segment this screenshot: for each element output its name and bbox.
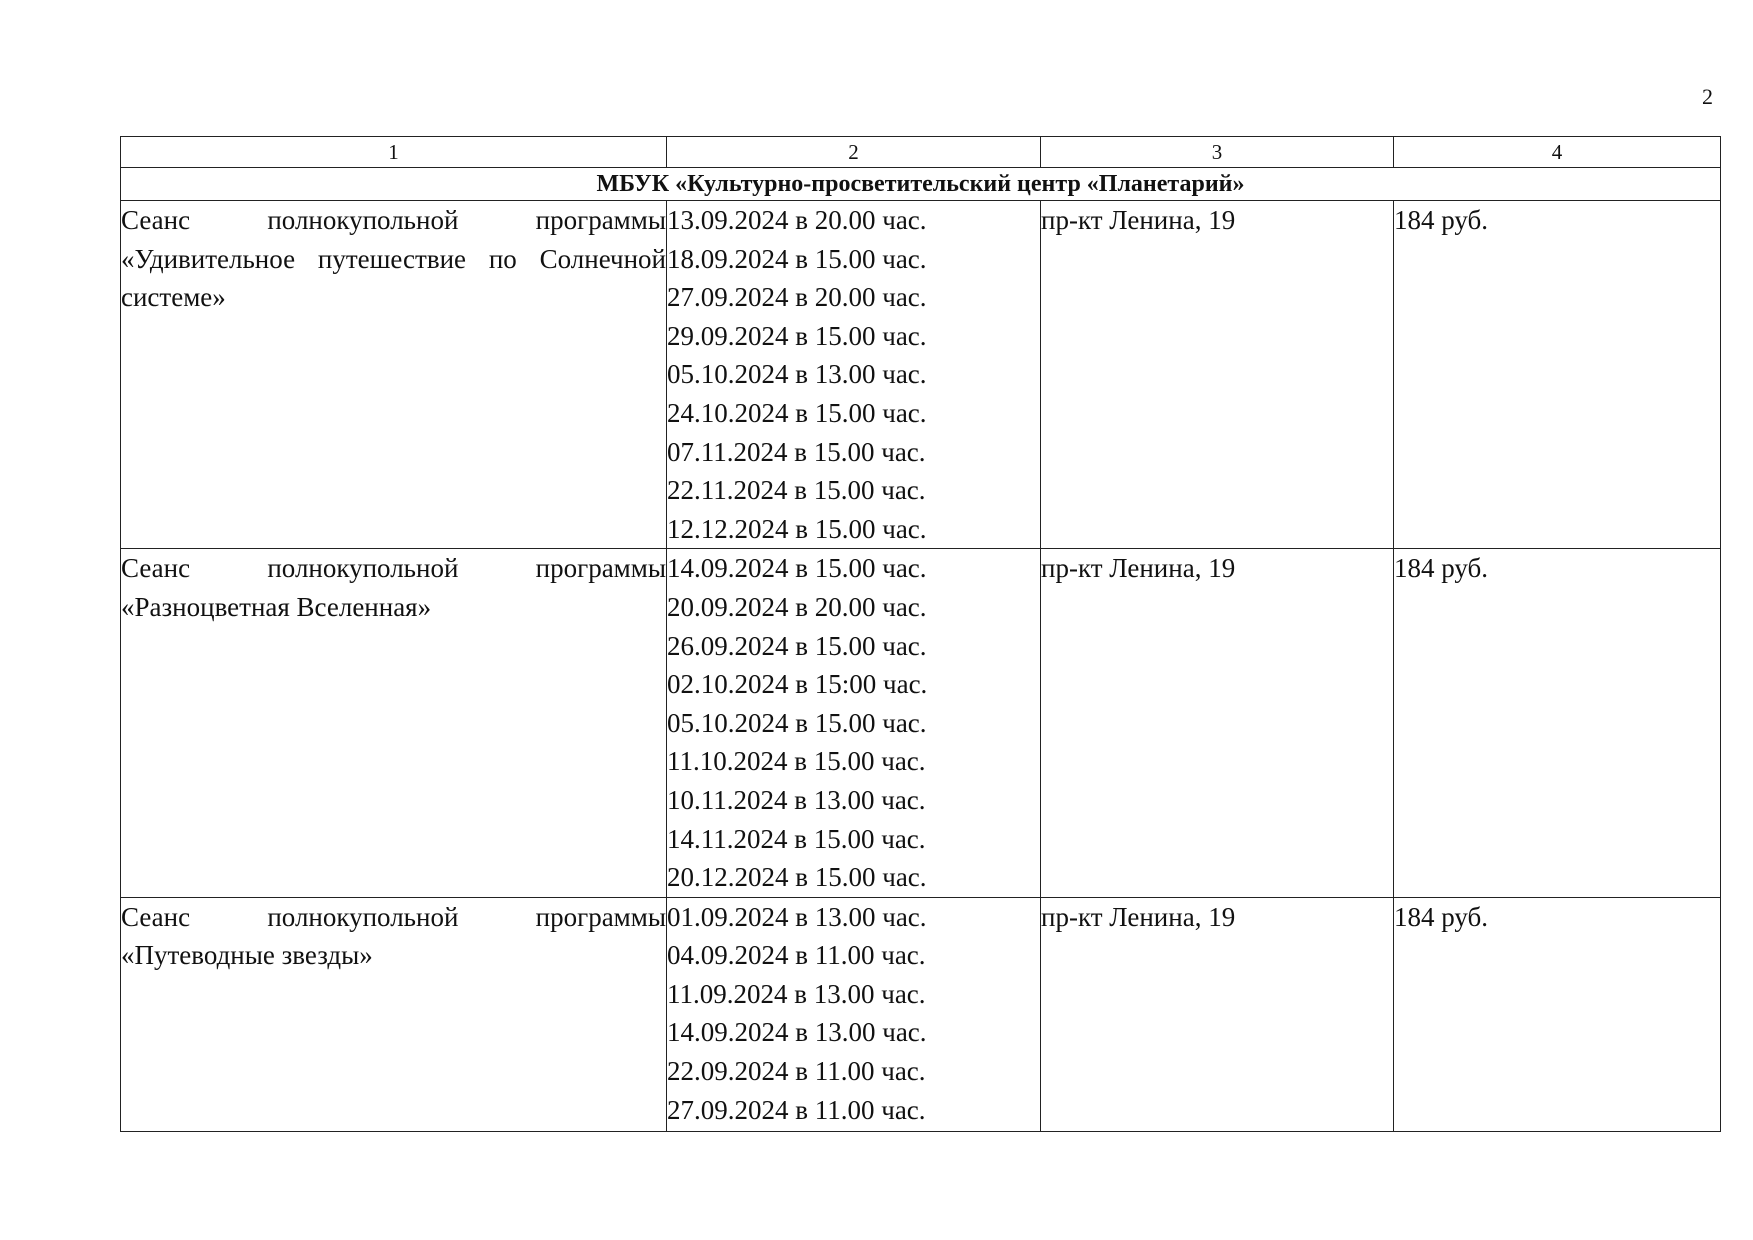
- session-date: 26.09.2024 в 15.00 час.: [667, 630, 927, 661]
- program-name: Сеанс полнокупольной программы «Удивительное путешествие по Солнечной системе»: [121, 201, 667, 549]
- session-dates: [667, 201, 1041, 549]
- ticket-price: 184 руб.: [1394, 897, 1721, 1131]
- organization-row: [121, 168, 1721, 201]
- session-date: 04.09.2024 в 11.00 час.: [667, 940, 926, 971]
- column-number-4: 4: [1394, 137, 1721, 168]
- table-row: [121, 201, 1721, 549]
- session-dates: [667, 897, 1041, 1131]
- session-date: 29.09.2024 в 15.00 час.: [667, 320, 927, 351]
- session-date: 18.09.2024 в 15.00 час.: [667, 243, 927, 274]
- session-date: 02.10.2024 в 15:00 час.: [667, 669, 928, 700]
- schedule-table: [120, 136, 1721, 1132]
- table-row: [121, 897, 1721, 1131]
- session-date: 11.10.2024 в 15.00 час.: [667, 746, 926, 777]
- session-date: 07.11.2024 в 15.00 час.: [667, 436, 926, 467]
- ticket-price: 184 руб.: [1394, 549, 1721, 897]
- venue-address: пр-кт Ленина, 19: [1041, 897, 1394, 1131]
- session-date: 22.09.2024 в 11.00 час.: [667, 1056, 926, 1087]
- column-number-3: 3: [1041, 137, 1394, 168]
- session-date: 11.09.2024 в 13.00 час.: [667, 978, 926, 1009]
- program-name: Сеанс полнокупольной программы «Разноцветная Вселенная»: [121, 549, 667, 897]
- session-date: 14.09.2024 в 15.00 час.: [667, 553, 927, 584]
- session-date: 14.11.2024 в 15.00 час.: [667, 823, 926, 854]
- session-date: 27.09.2024 в 20.00 час.: [667, 282, 927, 313]
- venue-address: пр-кт Ленина, 19: [1041, 201, 1394, 549]
- session-date: 27.09.2024 в 11.00 час.: [667, 1094, 926, 1125]
- program-name: Сеанс полнокупольной программы «Путеводные звезды»: [121, 897, 667, 1131]
- session-date: 05.10.2024 в 13.00 час.: [667, 359, 927, 390]
- page-number: 2: [1702, 84, 1713, 109]
- column-number-1: 1: [121, 137, 667, 168]
- column-number-2: 2: [667, 137, 1041, 168]
- session-dates: [667, 549, 1041, 897]
- ticket-price: 184 руб.: [1394, 201, 1721, 549]
- venue-address: пр-кт Ленина, 19: [1041, 549, 1394, 897]
- column-number-row: [121, 137, 1721, 168]
- session-date: 20.09.2024 в 20.00 час.: [667, 591, 927, 622]
- table-row: [121, 549, 1721, 897]
- session-date: 20.12.2024 в 15.00 час.: [667, 862, 927, 893]
- session-date: 13.09.2024 в 20.00 час.: [667, 205, 927, 235]
- organization-title: МБУК «Культурно-просветительский центр «Планетарий»: [121, 168, 1721, 201]
- session-date: 12.12.2024 в 15.00 час.: [667, 513, 927, 544]
- session-date: 05.10.2024 в 15.00 час.: [667, 707, 927, 738]
- session-date: 10.11.2024 в 13.00 час.: [667, 784, 926, 815]
- session-date: 24.10.2024 в 15.00 час.: [667, 397, 927, 428]
- session-date: 01.09.2024 в 13.00 час.: [667, 901, 927, 932]
- session-date: 22.11.2024 в 15.00 час.: [667, 475, 926, 506]
- session-date: 14.09.2024 в 13.00 час.: [667, 1017, 927, 1048]
